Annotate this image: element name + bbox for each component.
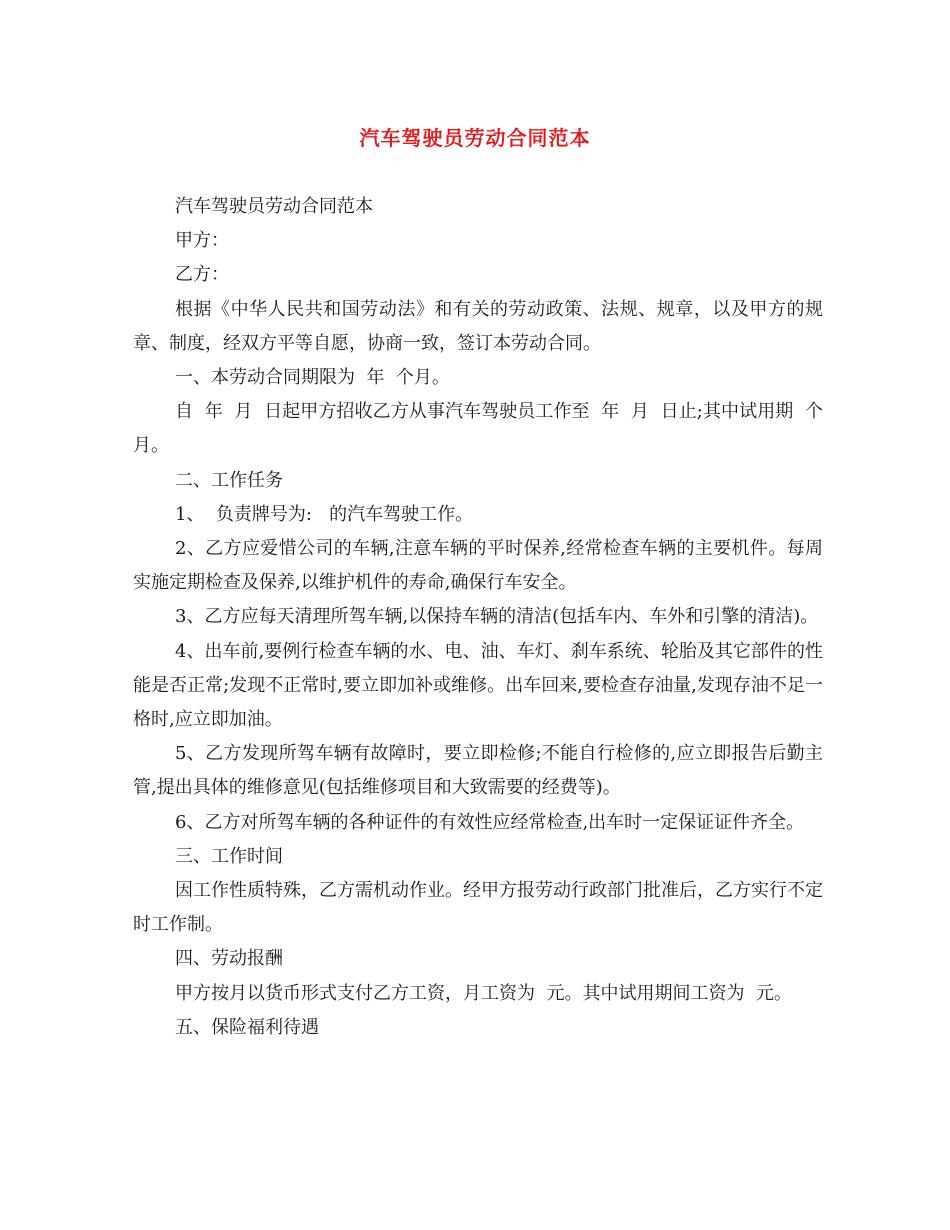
document-body xyxy=(133,190,823,1045)
paragraph-party-a: 甲方： xyxy=(175,230,229,252)
paragraph-section-4: 四、劳动报酬 xyxy=(175,948,283,970)
paragraph-task-1: 1、 负责牌号为: 的汽车驾驶工作。 xyxy=(175,503,474,525)
paragraph-term: 自 年 月 日起甲方招收乙方从事汽车驾驶员工作至 年 月 日止;其中试用期 个月。 xyxy=(133,401,823,457)
paragraph-task-4: 4、出车前,要例行检查车辆的水、电、油、车灯、刹车系统、轮胎及其它部件的性能是否正常;发现不正常时,要立即加补或维修。出车回来,要检查存油量,发现存油不足一格时,应立即加油。 xyxy=(133,640,823,731)
paragraph-preamble: 根据《中华人民共和国劳动法》和有关的劳动政策、法规、规章，以及甲方的规章、制度，经双方平等自愿，协商一致，签订本劳动合同。 xyxy=(133,298,823,354)
paragraph-section-3: 三、工作时间 xyxy=(175,845,283,867)
paragraph-salary: 甲方按月以货币形式支付乙方工资，月工资为 元。其中试用期间工资为 元。 xyxy=(175,982,792,1004)
paragraph-heading: 汽车驾驶员劳动合同范本 xyxy=(175,196,373,217)
paragraph-section-2: 二、工作任务 xyxy=(175,469,283,491)
document-title: 汽车驾驶员劳动合同范本 xyxy=(359,126,591,150)
paragraph-party-b: 乙方： xyxy=(175,264,229,286)
paragraph-section-5: 五、保险福利待遇 xyxy=(175,1016,319,1038)
paragraph-task-6: 6、乙方对所驾车辆的各种证件的有效性应经常检查,出车时一定保证证件齐全。 xyxy=(175,811,805,833)
paragraph-section-1: 一、本劳动合同期限为 年 个月。 xyxy=(175,367,450,389)
paragraph-work-hours: 因工作性质特殊，乙方需机动作业。经甲方报劳动行政部门批准后，乙方实行不定时工作制。 xyxy=(133,880,823,936)
paragraph-task-2: 2、乙方应爱惜公司的车辆,注意车辆的平时保养,经常检查车辆的主要机件。每周实施定期检查及保养,以维护机件的寿命,确保行车安全。 xyxy=(133,538,823,594)
paragraph-task-3: 3、乙方应每天清理所驾车辆,以保持车辆的清洁(包括车内、车外和引擎的清洁)。 xyxy=(175,606,819,628)
paragraph-task-5: 5、乙方发现所驾车辆有故障时，要立即检修;不能自行检修的,应立即报告后勤主管,提出具体的维修意见(包括维修项目和大致需要的经费等)。 xyxy=(133,743,823,799)
